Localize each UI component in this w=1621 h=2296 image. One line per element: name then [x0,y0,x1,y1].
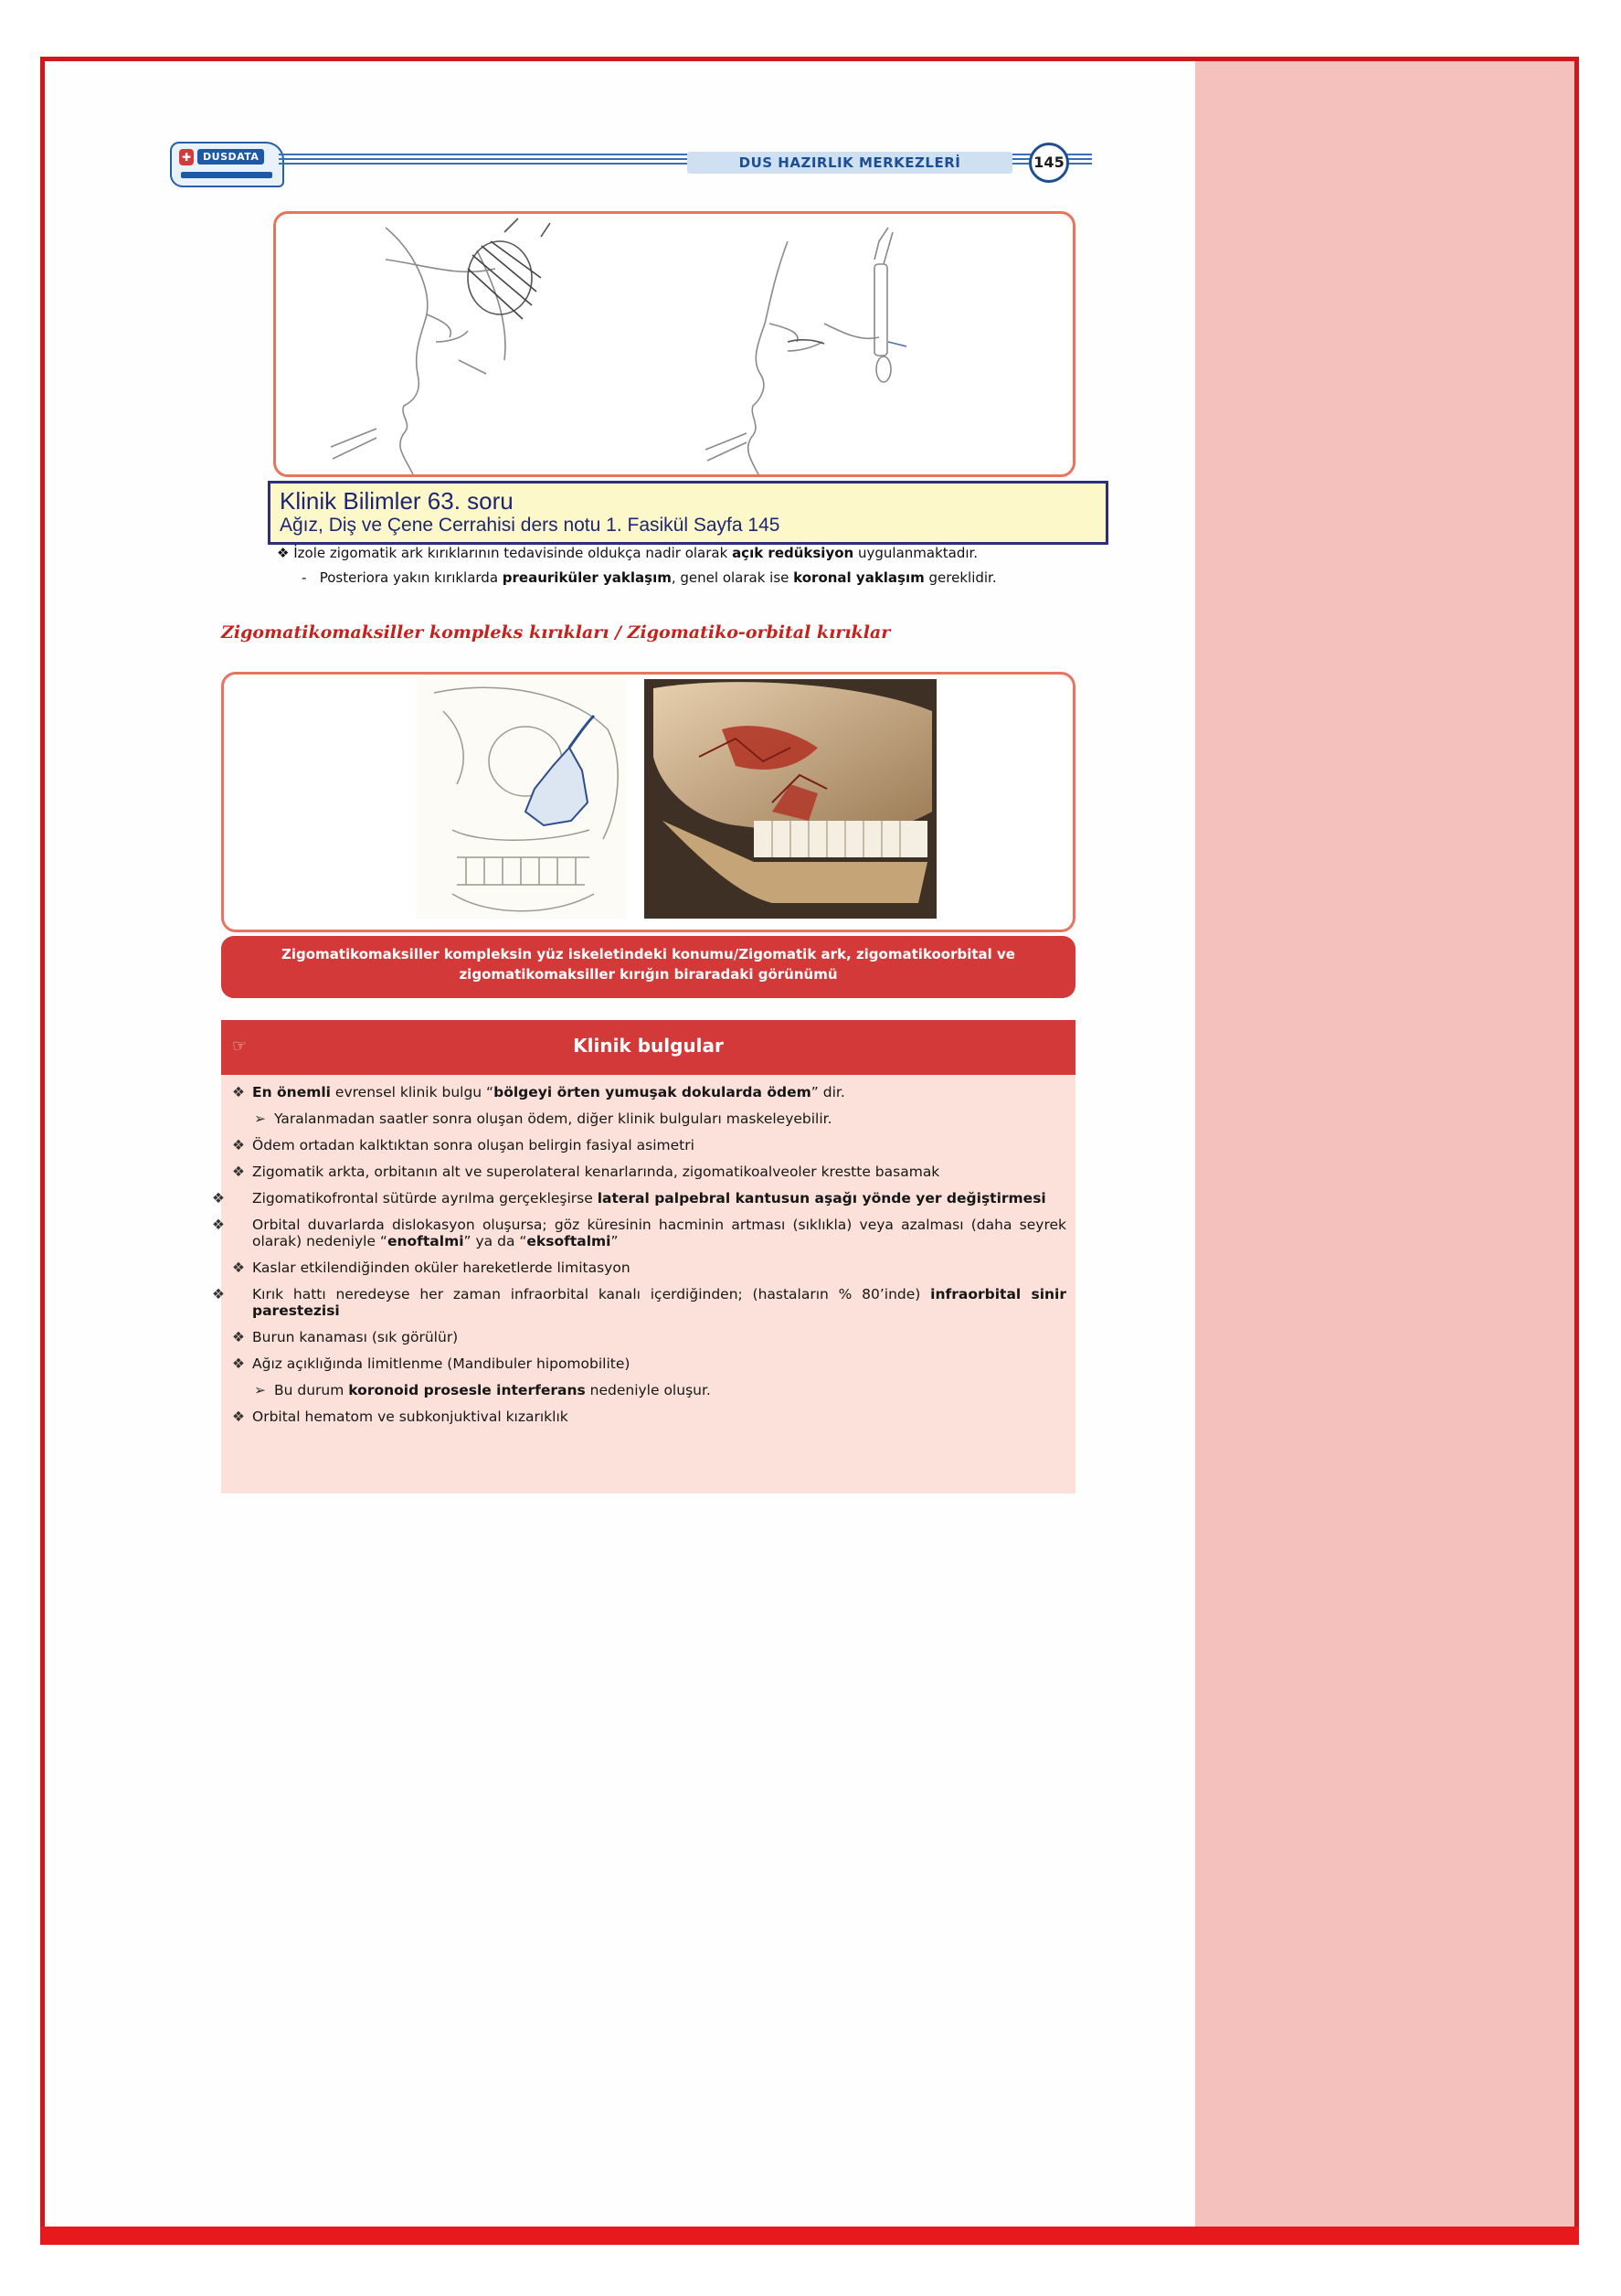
line-bold: açık redüksiyon [732,545,854,561]
section-heading: Zigomatikomaksiller kompleks kırıkları / Zigomatiko-orbital kırıklar [221,622,891,643]
list-item [232,1329,1066,1345]
item-bold: En önemli [252,1084,331,1100]
reference-note [268,481,1108,545]
bottom-bar [40,2227,1579,2245]
diamond-bullet-icon: ❖ [232,1408,245,1425]
item-text: ” dir. [810,1084,845,1100]
posterior-approach-line [302,569,997,586]
header-title: DUS HAZIRLIK MERKEZLERİ [687,152,1012,174]
klinik-bulgular-body [212,1075,1075,1493]
diamond-bullet-icon: ❖ [212,1217,225,1233]
partially-covered-line [277,545,978,561]
item-text: Bu durum [274,1382,349,1398]
item-bold: infraorbital sinir parestezisi [252,1286,1067,1319]
item-text: Yaralanmadan saatler sonra oluşan ödem, diğer klinik bulguları maskeleyebilir. [274,1111,832,1127]
note-title: Klinik Bilimler 63. soru [280,487,514,515]
diamond-bullet-icon: ❖ [212,1286,225,1302]
pointing-hand-icon: ☞ [232,1036,248,1056]
klinik-bulgular-header [221,1020,1075,1075]
item-text: Kaslar etkilendiğinden oküler hareketlerde limitasyon [252,1260,630,1276]
item-bold: eksoftalmi [526,1233,611,1249]
figure-zygomaticomaxillary [221,672,1075,932]
line-text: gereklidir. [924,569,997,586]
list-item [232,1084,1066,1100]
figure-caption: Zigomatikomaksiller kompleksin yüz iskeletindeki konumu/Zigomatik ark, zigomatikoorbital ve zigomatikomaksiller kırığın biraradaki görünümü [221,936,1075,998]
item-text: Ağız açıklığında limitlenme (Mandibuler hipomobilite) [252,1355,630,1372]
publisher-logo [170,142,284,187]
diamond-bullet-icon: ❖ [277,545,294,561]
item-text: Burun kanaması (sık görülür) [252,1329,459,1345]
list-item [212,1286,1067,1319]
item-text: Zigomatikofrontal sütürde ayrılma gerçekleşirse [252,1190,598,1206]
list-subitem [232,1111,1066,1127]
diamond-bullet-icon: ❖ [232,1329,245,1345]
note-subtitle: Ağız, Diş ve Çene Cerrahisi ders notu 1. Fasikül Sayfa 145 [280,515,780,536]
figure-surgical-approach [273,211,1075,477]
logo-text: DUSDATA [197,149,264,165]
arrow-bullet-icon: ➢ [254,1111,266,1127]
list-item [232,1137,1066,1153]
line-bold: koronal yaklaşım [793,569,925,586]
line-text: uygulanmaktadır. [853,545,979,561]
surgical-approach-illustration [276,214,1073,474]
diamond-bullet-icon: ❖ [212,1190,225,1206]
page-number: 145 [1029,143,1069,183]
list-item [232,1260,1066,1276]
list-item [232,1164,1066,1180]
item-text: Kırık hattı neredeyse her zaman infraorbital kanalı içerdiğinden; (hastaların % 80’inde) [252,1286,931,1302]
side-panel [1195,61,1574,2239]
item-text: nedeniyle oluşur. [585,1382,711,1398]
line-bold: preauriküler yaklaşım [502,569,672,586]
item-text: evrensel klinik bulgu “ [331,1084,494,1100]
tooth-icon: ✚ [179,149,194,165]
line-text: , genel olarak ise [671,569,794,586]
line-text: İzole zigomatik ark kırıklarının tedavisinde oldukça nadir olarak [293,545,733,561]
klinik-bulgular-title: Klinik bulgular [573,1035,724,1057]
list-item [232,1355,1066,1372]
item-text: Ödem ortadan kalktıktan sonra oluşan belirgin fasiyal asimetri [252,1137,694,1153]
line-text: Posteriora yakın kırıklarda [319,569,503,586]
skull-illustrations [224,675,1073,930]
arrow-bullet-icon: ➢ [254,1382,266,1398]
item-text: ” [610,1233,619,1249]
logo-subline [181,172,272,178]
dash-bullet: - [302,569,320,586]
item-bold: enoftalmi [387,1233,464,1249]
diamond-bullet-icon: ❖ [232,1137,245,1153]
list-item [212,1190,1066,1206]
item-text: Orbital duvarlarda dislokasyon oluşursa; göz küresinin hacminin artması (sıklıkla) veya azalması (daha seyrek olarak) nedeniyle “ [252,1217,1066,1249]
item-text: Zigomatik arkta, orbitanın alt ve superolateral kenarlarında, zigomatikoalveoler krestte basamak [252,1164,940,1180]
diamond-bullet-icon: ❖ [232,1260,245,1276]
item-text: Orbital hematom ve subkonjuktival kızarıklık [252,1408,568,1425]
diamond-bullet-icon: ❖ [232,1084,245,1100]
list-item [232,1408,1066,1425]
diamond-bullet-icon: ❖ [232,1164,245,1180]
item-bold: bölgeyi örten yumuşak dokularda ödem [493,1084,811,1100]
list-item [212,1217,1066,1249]
item-text: ” ya da “ [463,1233,527,1249]
item-bold: koronoid prosesle interferans [348,1382,586,1398]
diamond-bullet-icon: ❖ [232,1355,245,1372]
list-subitem [232,1382,1066,1398]
item-bold: lateral palpebral kantusun aşağı yönde yer değiştirmesi [597,1190,1046,1206]
